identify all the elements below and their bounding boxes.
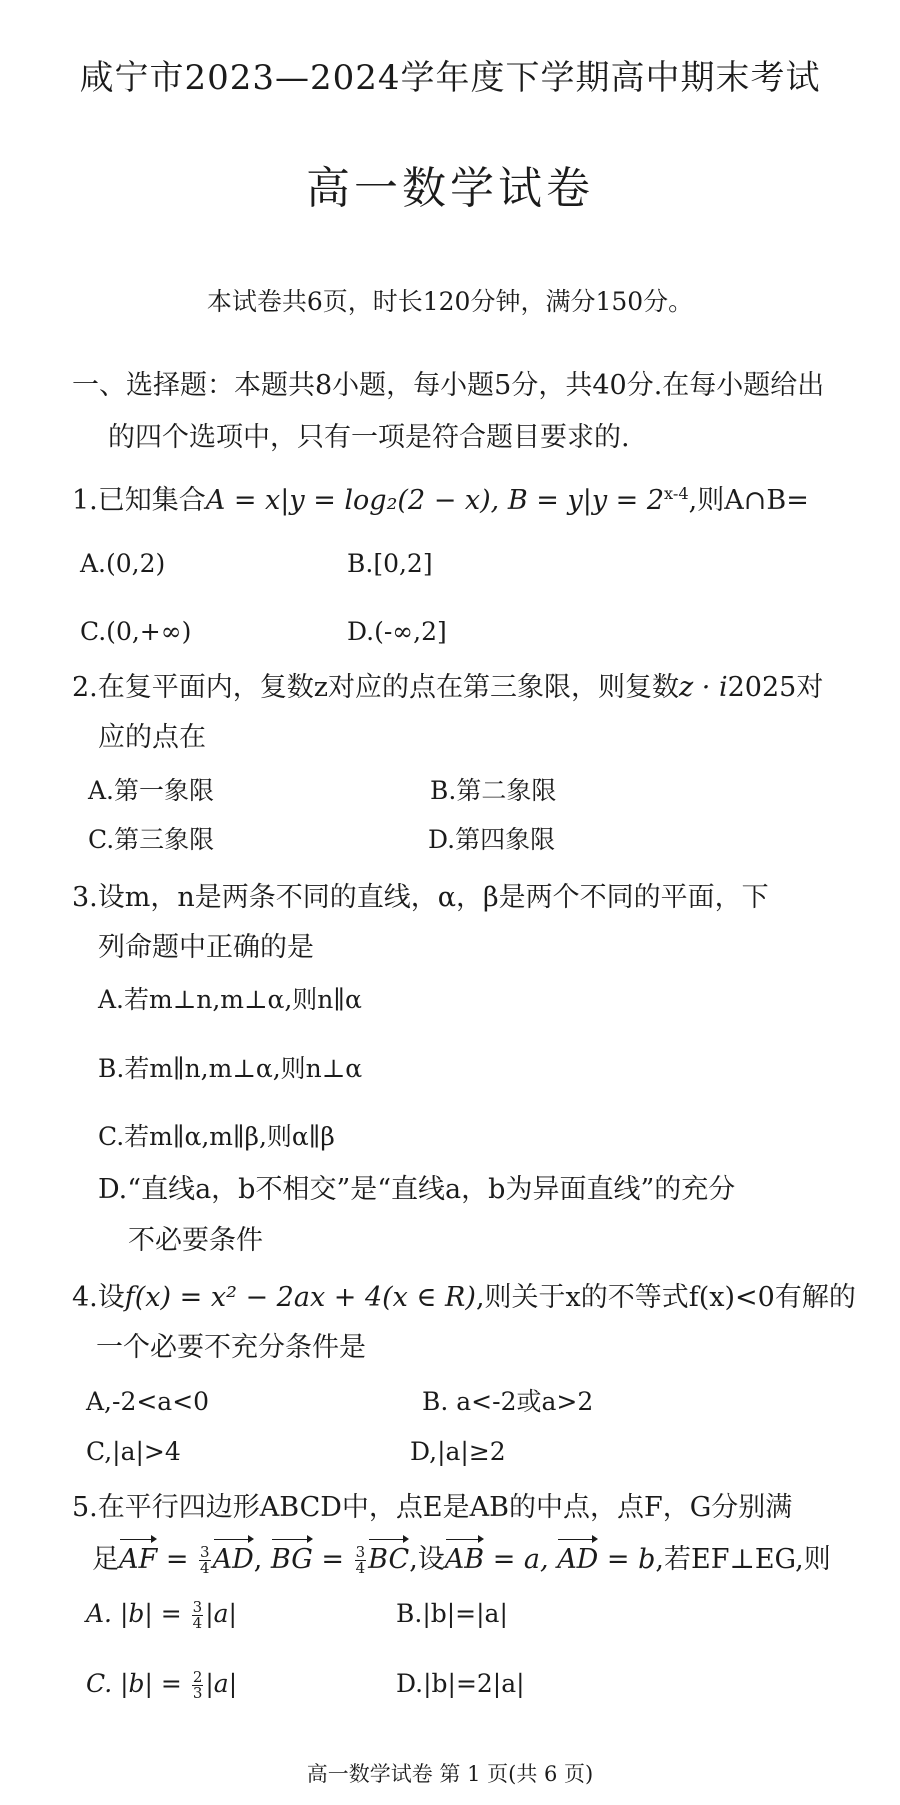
paper-title: 高一数学试卷 <box>306 163 594 214</box>
section-heading-line2: 的四个选项中，只有一项是符合题目要求的. <box>108 422 630 453</box>
page-footer: 高一数学试卷 第 1 页(共 6 页) <box>306 1762 594 1786</box>
exam-info: 本试卷共6页，时长120分钟，满分150分。 <box>206 287 694 316</box>
q2-option-a: A.第一象限 <box>88 776 215 805</box>
question-4-stem-line2: 一个必要不充分条件是 <box>96 1332 366 1363</box>
section-heading-line1: 一、选择题：本题共8小题，每小题5分，共40分.在每小题给出 <box>72 370 825 401</box>
question-2-stem-line2: 应的点在 <box>98 722 206 753</box>
q2-option-c: C.第三象限 <box>88 825 215 854</box>
q3-option-a: A.若m⊥n,m⊥α,则n∥α <box>98 985 362 1014</box>
q5-option-b: B.|b|=|a| <box>396 1599 508 1628</box>
vector-ad: AD <box>213 1542 254 1578</box>
q3-option-c: C.若m∥α,m∥β,则α∥β <box>98 1122 335 1151</box>
q5-option-a: A. |b| = $\frac{3}{4}$ |a| <box>86 1598 237 1632</box>
q2-option-b: B.第二象限 <box>430 776 557 805</box>
q4-option-a: A,-2<a<0 <box>86 1387 210 1416</box>
q3-option-b: B.若m∥n,m⊥α,则n⊥α <box>98 1054 363 1083</box>
q1-option-a: A.(0,2) <box>80 549 166 578</box>
vector-af: AF <box>119 1542 157 1578</box>
q4-option-d: D,|a|≥2 <box>410 1437 506 1466</box>
q1-option-d: D.(-∞,2] <box>347 617 447 646</box>
q1-option-c: C.(0,+∞) <box>80 617 192 646</box>
q4-option-b: B. a<-2或a>2 <box>422 1387 594 1416</box>
vector-ad-b: AD <box>557 1542 598 1578</box>
vector-ab: AB <box>445 1542 484 1578</box>
question-1-stem: 1.已知集合A = x|y = log₂(2 − x), $B = y|y = 2^{x-4}$,则A∩B= <box>72 484 809 516</box>
q1-option-b: B.[0,2] <box>347 549 433 578</box>
fraction-3-4-b: $\frac{3}{4}$ <box>355 1543 366 1577</box>
question-4-stem-line1: 4.设f(x) = x² − 2ax + 4(x ∈ R),则关于x的不等式f(x)<0有解的 <box>72 1282 856 1313</box>
q2-option-d: D.第四象限 <box>428 825 556 854</box>
vector-bc: BC <box>368 1542 409 1578</box>
fraction-3-4: $\frac{3}{4}$ <box>200 1543 210 1577</box>
question-5-stem-line2: 足AF = $\frac{3}{4}$ AD, BG = $\frac{3}{4}$ BC,设AB = a, AD = b,若EF⊥EG,则 <box>92 1543 831 1577</box>
q3-option-d-line1: D.“直线a，b不相交”是“直线a，b为异面直线”的充分 <box>98 1174 736 1205</box>
question-3-stem-line1: 3.设m，n是两条不同的直线，α，β是两个不同的平面，下 <box>72 882 769 913</box>
question-3-stem-line2: 列命题中正确的是 <box>98 932 314 963</box>
q4-option-c: C,|a|>4 <box>86 1437 181 1466</box>
q3-option-d-line2: 不必要条件 <box>128 1225 263 1256</box>
q5-option-c: C. |b| = $\frac{2}{3}$ |a| <box>86 1668 238 1702</box>
question-5-stem-line1: 5.在平行四边形ABCD中，点E是AB的中点，点F，G分别满 <box>72 1492 793 1523</box>
question-2-stem-line1: 2.在复平面内，复数z对应的点在第三象限，则复数z · i2025对 <box>72 672 824 703</box>
q5-option-d: D.|b|=2|a| <box>396 1669 525 1698</box>
exam-title: 咸宁市2023—2024学年度下学期高中期末考试 <box>79 58 821 98</box>
vector-bg: BG <box>271 1542 313 1578</box>
